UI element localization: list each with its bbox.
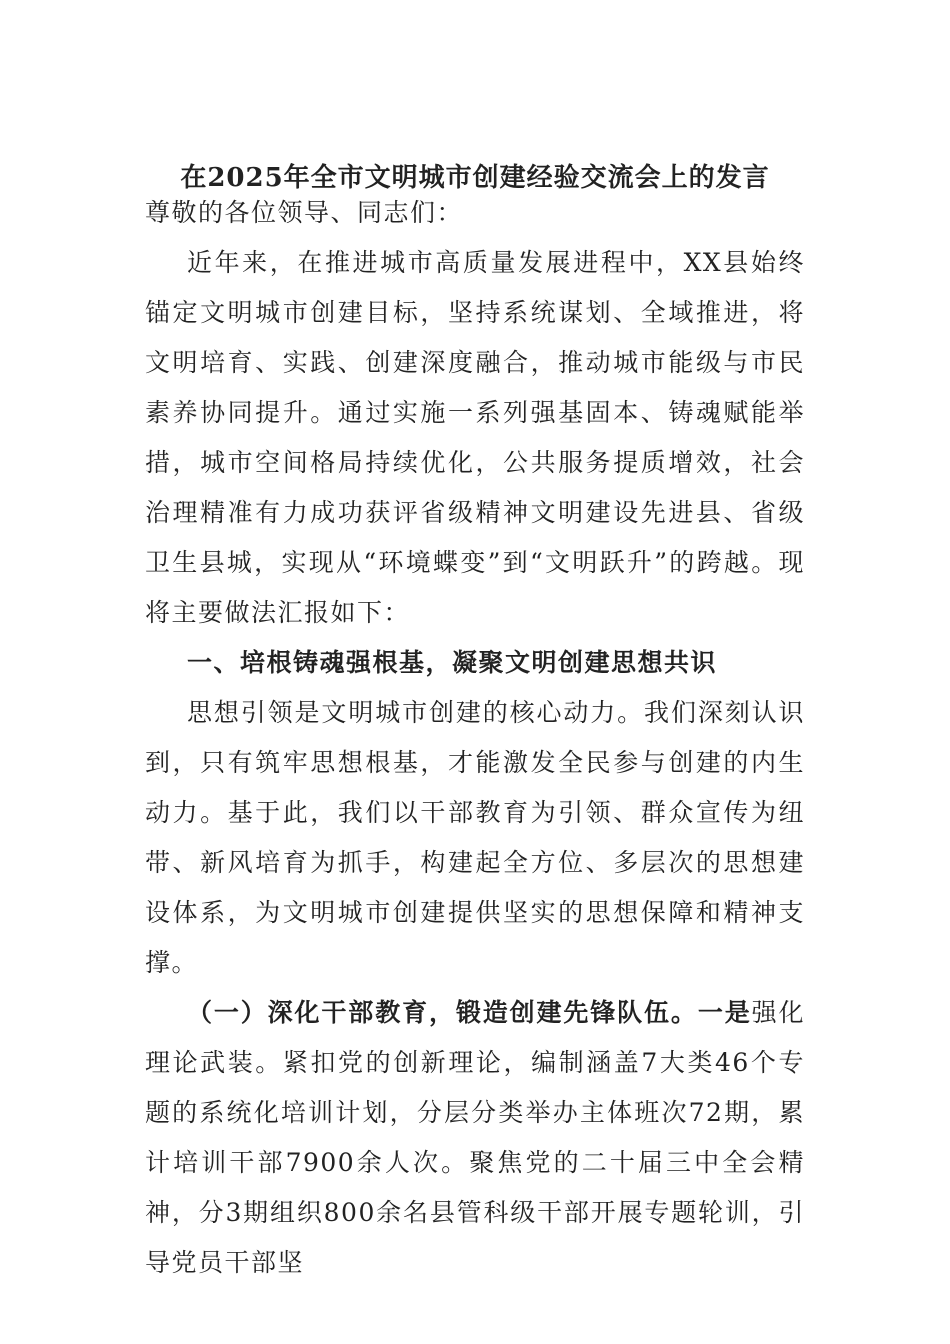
salutation: 尊敬的各位领导、同志们： [145,198,464,227]
section-heading: 一、培根铸魂强根基，凝聚文明创建思想共识 [187,648,718,677]
document-title: 在2025年全市文明城市创建经验交流会上的发言 [180,163,770,193]
subsection-heading: （一）深化干部教育，锻造创建先锋队伍。 [187,998,698,1027]
subsection-text: 强化理论武装。紧扣党的创新理论，编制涵盖7大类46个专题的系统化培训计划，分层分类举办主体班次72期，累计培训干部7900余人次。聚焦党的二十届三中全会精神，分3期组织800余名县管科级干部开展专题轮训，引导党员干部坚 [145,998,805,1277]
section-paragraph: 思想引领是文明城市创建的核心动力。我们深刻认识到，只有筑牢思想根基，才能激发全民参与创建的内生动力。基于此，我们以干部教育为引领、群众宣传为纽带、新风培育为抓手，构建起全方位、多层次的思想建设体系，为文明城市创建提供坚实的思想保障和精神支撑。 [145,698,805,977]
document-body [145,188,805,1288]
subsection-lead: 一是 [697,998,752,1027]
intro-paragraph: 近年来，在推进城市高质量发展进程中，XX县始终锚定文明城市创建目标，坚持系统谋划、全域推进，将文明培育、实践、创建深度融合，推动城市能级与市民素养协同提升。通过实施一系列强基固本、铸魂赋能举措，城市空间格局持续优化，公共服务提质增效，社会治理精准有力成功获评省级精神文明建设先进县、省级卫生县城，实现从“环境蝶变”到“文明跃升”的跨越。现将主要做法汇报如下： [145,248,805,627]
subsection-paragraph [145,988,805,1288]
